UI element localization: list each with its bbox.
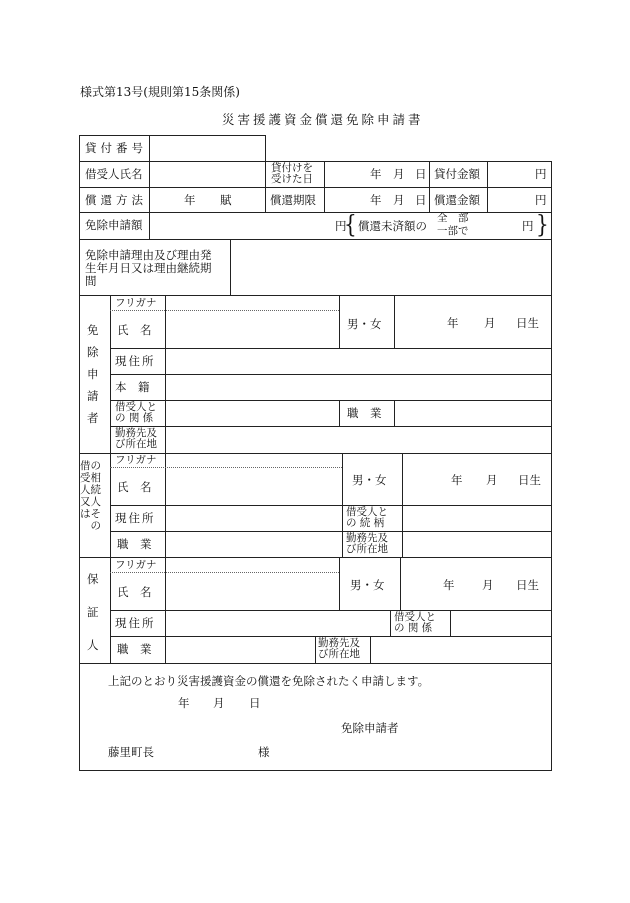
- guarantor-birth-year: 年: [443, 578, 455, 592]
- repayment-method-label: 償還方法: [85, 193, 147, 207]
- heir-workplace-label-1: 勤務先及: [346, 532, 388, 544]
- guarantor-workplace-field[interactable]: [371, 637, 551, 663]
- guarantor-workplace-label-1: 勤務先及: [318, 637, 360, 649]
- applicant-address-label: 現住所: [115, 354, 156, 368]
- loan-date-month: 月: [393, 167, 405, 181]
- repayment-method-fu: 賦: [220, 193, 232, 207]
- heir-relation-field[interactable]: [403, 506, 551, 530]
- applicant-name-field[interactable]: [166, 311, 338, 347]
- addressee-sama: 様: [258, 745, 270, 759]
- guarantor-occupation-label: 職 業: [117, 642, 152, 656]
- applicant-workplace-label-1: 勤務先及: [115, 427, 157, 439]
- applicant-furigana-field[interactable]: [166, 296, 338, 309]
- applicant-occupation-label: 職 業: [347, 406, 382, 420]
- applicant-name-label: 氏 名: [117, 323, 152, 337]
- applicant-workplace-field[interactable]: [166, 427, 551, 452]
- exemption-yen: 円: [335, 219, 347, 233]
- borrower-name-label: 借受人氏名: [85, 167, 143, 181]
- heir-char: の: [80, 520, 101, 532]
- reason-label-1: 免除申請理由及び理由発: [85, 248, 212, 262]
- applicant-relation-label-1: 借受人と: [115, 401, 157, 413]
- applicant-char: 免: [87, 323, 99, 337]
- loan-number-label: 貸付番号: [85, 141, 147, 155]
- unpaid-label: 償還未済額の: [358, 219, 427, 233]
- guarantor-furigana-label: フリガナ: [115, 559, 157, 571]
- part-option: 一部で: [437, 225, 469, 237]
- repayment-method-year: 年: [184, 193, 196, 207]
- repayment-deadline-label: 償還期限: [270, 193, 316, 207]
- heir-address-field[interactable]: [166, 506, 341, 530]
- guarantor-furigana-field[interactable]: [166, 558, 338, 571]
- heir-birth-month: 月: [486, 473, 498, 487]
- guarantor-char: 保: [87, 572, 99, 586]
- loan-date-label-2: 受けた日: [271, 173, 313, 185]
- heir-occupation-field[interactable]: [166, 532, 341, 556]
- applicant-occupation-field[interactable]: [395, 401, 551, 425]
- applicant-birth-day: 日生: [516, 316, 539, 330]
- unpaid-yen: 円: [522, 219, 534, 233]
- loan-date-label-1: 貸付けを: [271, 162, 313, 174]
- applicant-birth-year: 年: [447, 316, 459, 330]
- applicant-furigana-label: フリガナ: [115, 297, 157, 309]
- borrower-name-field[interactable]: [150, 162, 264, 186]
- heir-name-label: 氏 名: [117, 480, 152, 494]
- applicant-gender[interactable]: 男・女: [347, 317, 382, 331]
- guarantor-relation-field[interactable]: [451, 611, 551, 635]
- declaration-month: 月: [213, 696, 225, 710]
- all-option: 全 部: [437, 212, 469, 224]
- heir-workplace-label-2: び所在地: [346, 543, 388, 555]
- guarantor-name-field[interactable]: [166, 573, 338, 609]
- declaration-statement: 上記のとおり災害援護資金の償還を免除されたく申請します。: [108, 674, 430, 688]
- form-title: 災害援護資金償還免除申請書: [222, 112, 424, 127]
- applicant-workplace-label-2: び所在地: [115, 438, 157, 450]
- heir-address-label: 現住所: [115, 511, 156, 525]
- declaration-applicant-field[interactable]: [410, 718, 545, 738]
- heir-char: はそ: [80, 508, 101, 520]
- guarantor-gender[interactable]: 男・女: [350, 578, 385, 592]
- repaid-amount-label: 償還金額: [434, 193, 480, 207]
- loan-date-year: 年: [370, 167, 382, 181]
- right-brace: }: [536, 209, 549, 239]
- heir-char: 又人: [80, 496, 101, 508]
- guarantor-char: 証: [87, 605, 99, 619]
- guarantor-char: 人: [87, 638, 99, 652]
- guarantor-birth-month: 月: [482, 578, 494, 592]
- heir-gender[interactable]: 男・女: [352, 473, 387, 487]
- heir-name-field[interactable]: [166, 468, 341, 504]
- loan-amount-yen: 円: [535, 167, 547, 181]
- exemption-amount-label: 免除申請額: [85, 218, 143, 232]
- deadline-day: 日: [415, 193, 427, 207]
- addressee: 藤里町長: [108, 745, 154, 759]
- deadline-year: 年: [370, 193, 382, 207]
- heir-occupation-label: 職 業: [117, 537, 152, 551]
- applicant-char: 申: [87, 367, 99, 381]
- guarantor-relation-label-2: の 関 係: [394, 622, 433, 634]
- heir-birth-year: 年: [451, 473, 463, 487]
- applicant-honseki-label: 本 籍: [115, 380, 150, 394]
- applicant-char: 者: [87, 411, 99, 425]
- reason-label-2: 生年月日又は理由継続期: [85, 261, 212, 275]
- declaration-applicant-label: 免除申請者: [341, 721, 399, 735]
- heir-relation-label-2: の 続 柄: [346, 517, 385, 529]
- heir-workplace-field[interactable]: [403, 532, 551, 556]
- guarantor-name-label: 氏 名: [117, 585, 152, 599]
- guarantor-address-label: 現住所: [115, 616, 156, 630]
- heir-char: 受相: [80, 472, 101, 484]
- declaration-year: 年: [178, 696, 190, 710]
- guarantor-relation-label-1: 借受人と: [394, 611, 436, 623]
- heir-birth-day: 日生: [518, 473, 541, 487]
- applicant-char: 除: [87, 345, 99, 359]
- applicant-honseki-field[interactable]: [166, 375, 551, 399]
- heir-furigana-field[interactable]: [166, 454, 341, 466]
- guarantor-workplace-label-2: び所在地: [318, 648, 360, 660]
- loan-amount-label: 貸付金額: [434, 167, 480, 181]
- applicant-relation-field[interactable]: [166, 401, 338, 425]
- left-brace: {: [344, 209, 357, 239]
- loan-date-day: 日: [415, 167, 427, 181]
- guarantor-birth-day: 日生: [516, 578, 539, 592]
- applicant-address-field[interactable]: [166, 349, 551, 373]
- heir-furigana-label: フリガナ: [115, 454, 157, 466]
- reason-label-3: 間: [85, 274, 97, 288]
- loan-number-field[interactable]: [150, 136, 264, 160]
- applicant-birth-month: 月: [484, 316, 496, 330]
- guarantor-address-field[interactable]: [166, 611, 389, 635]
- heir-relation-label-1: 借受人と: [346, 506, 388, 518]
- repaid-amount-yen: 円: [535, 193, 547, 207]
- form-number: 様式第13号(規則第15条関係): [80, 85, 240, 99]
- applicant-relation-label-2: の 関 係: [115, 412, 154, 424]
- heir-char: 人続: [80, 484, 101, 496]
- declaration-day: 日: [249, 696, 261, 710]
- deadline-month: 月: [393, 193, 405, 207]
- guarantor-occupation-field[interactable]: [166, 637, 314, 663]
- reason-field[interactable]: [231, 240, 551, 295]
- heir-char: 借の: [80, 460, 101, 472]
- applicant-char: 請: [87, 389, 99, 403]
